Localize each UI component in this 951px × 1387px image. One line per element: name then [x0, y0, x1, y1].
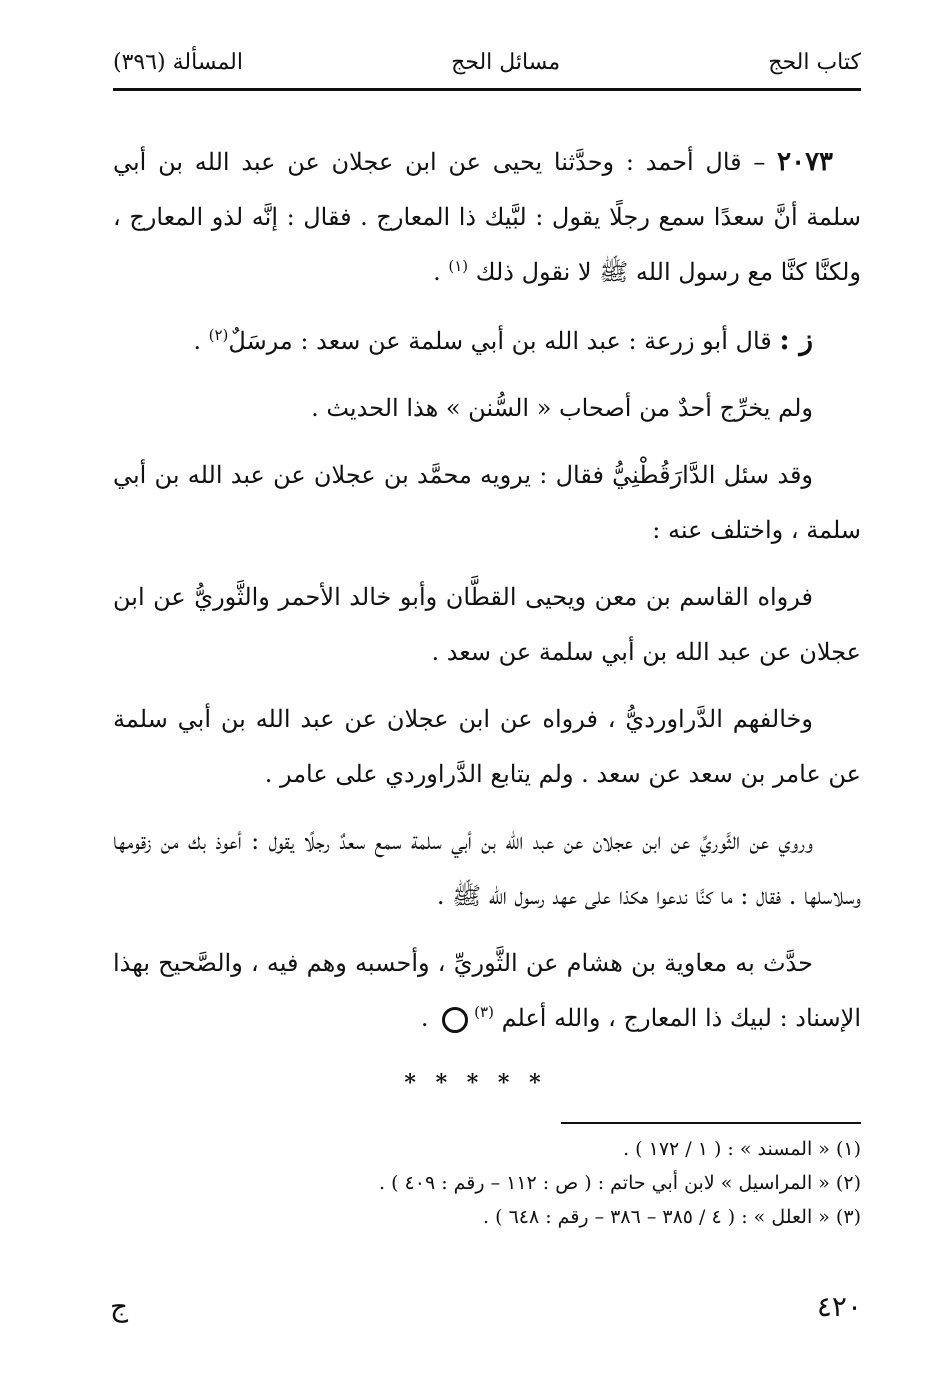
paragraph-darawardi: وخالفهم الدَّراورديُّ ، فرواه عن ابن عجلان عن عبد الله بن أبي سلمة عن عامر بن سعد عن سعد . ولم يتابع الدَّراوردي على عامر .	[113, 705, 861, 788]
hadith-number: ٢٠٧٣	[777, 147, 833, 177]
paragraph-text: قال أبو زرعة : عبد الله بن أبي سلمة عن سعد : مرسَلٌ	[228, 327, 780, 355]
header-book-title: كتاب الحج	[768, 49, 861, 75]
paragraph-abu-zurah: ز : قال أبو زرعة : عبد الله بن أبي سلمة عن سعد : مرسَلٌ$^{(٢)}$ .	[193, 323, 813, 356]
footnote-ref-1: (١)	[448, 257, 469, 275]
header-rule	[113, 88, 861, 91]
paragraph-conclusion: حدَّث به معاوية بن هشام عن الثَّوريِّ ، وأحسبه وهم فيه ، والصَّحيح بهذا الإسناد : لبيك ذا المعارج ، والله أعلم $^{(٣)}$ .	[113, 949, 861, 1032]
paragraph-hadith: ٢٠٧٣ – قال أحمد : وحدَّثنا يحيى عن ابن عجلان عن عبد الله بن أبي سلمة أنَّ سعدًا سمع رجلًا يقول : لبَّيك ذا المعارج . فقال : إنَّه لذو المعارج ، ولكنَّا كنَّا مع رسول الله ﷺ لا نقول ذلك $^{(١)}$ .	[113, 147, 861, 286]
paragraph-text: حدَّث به معاوية بن هشام عن الثَّوريِّ ، وأحسبه وهم فيه ، والصَّحيح بهذا الإسناد : لبيك ذا المعارج ، والله أعلم	[113, 949, 861, 1032]
footnote-1: (١) « المسند » : ( ١ / ١٧٢ ) .	[623, 1138, 861, 1160]
end-of-issue-circle-icon	[442, 1007, 468, 1033]
running-header	[113, 44, 861, 80]
paragraph-sunan: ولم يخرِّج أحدٌ من أصحاب « السُّنن » هذا الحديث .	[311, 394, 813, 422]
section-symbol: ز :	[779, 323, 813, 356]
header-issue-number: المسألة (٣٩٦)	[113, 49, 243, 75]
header-chapter-title: مسائل الحج	[451, 49, 561, 75]
paragraph-narrators: فرواه القاسم بن معن ويحيى القطَّان وأبو خالد الأحمر والثَّوريُّ عن ابن عجلان عن عبد الله بن أبي سلمة عن سعد .	[113, 583, 861, 666]
footnote-3: (٣) « العلل » : ( ٤ / ٣٨٥ – ٣٨٦ – رقم : ٦٤٨ ) .	[483, 1206, 861, 1228]
paragraph-thawri: وروي عن الثَّوريِّ عن ابن عجلان عن عبد الله بن أبي سلمة سمع سعدٌ رجلًا يقول : أعوذ بك من زقومها وسلاسلها . فقال : ما كنَّا ندعوا هكذا على عهد رسول الله ﷺ .	[113, 827, 861, 910]
footnote-ref-3: (٣)	[474, 1003, 494, 1021]
footnotes	[113, 1132, 861, 1234]
paragraph-daraqutni: وقد سئل الدَّارَقُطْنِيُّ فقال : يرويه محمَّد بن عجلان عن عبد الله بن أبي سلمة ، واختلف عنه :	[113, 461, 861, 544]
main-text	[113, 135, 861, 1058]
signature-mark: ج	[110, 1290, 129, 1323]
footnote-rule	[561, 1122, 861, 1124]
footnote-ref-2: (٢)	[208, 326, 229, 344]
section-separator: * * * * *	[404, 1070, 547, 1096]
page-number: ٤٢٠	[816, 1290, 862, 1323]
footnote-2: (٢) « المراسيل » لابن أبي حاتم : ( ص : ١١٢ – رقم : ٤٠٩ ) .	[379, 1172, 861, 1194]
paragraph-text: – قال أحمد : وحدَّثنا يحيى عن ابن عجلان عن عبد الله بن أبي سلمة أنَّ سعدًا سمع رجلًا يقول : لبَّيك ذا المعارج . فقال : إنَّه لذو المعارج ، ولكنَّا كنَّا مع رسول الله ﷺ لا نقول ذلك	[113, 148, 861, 286]
